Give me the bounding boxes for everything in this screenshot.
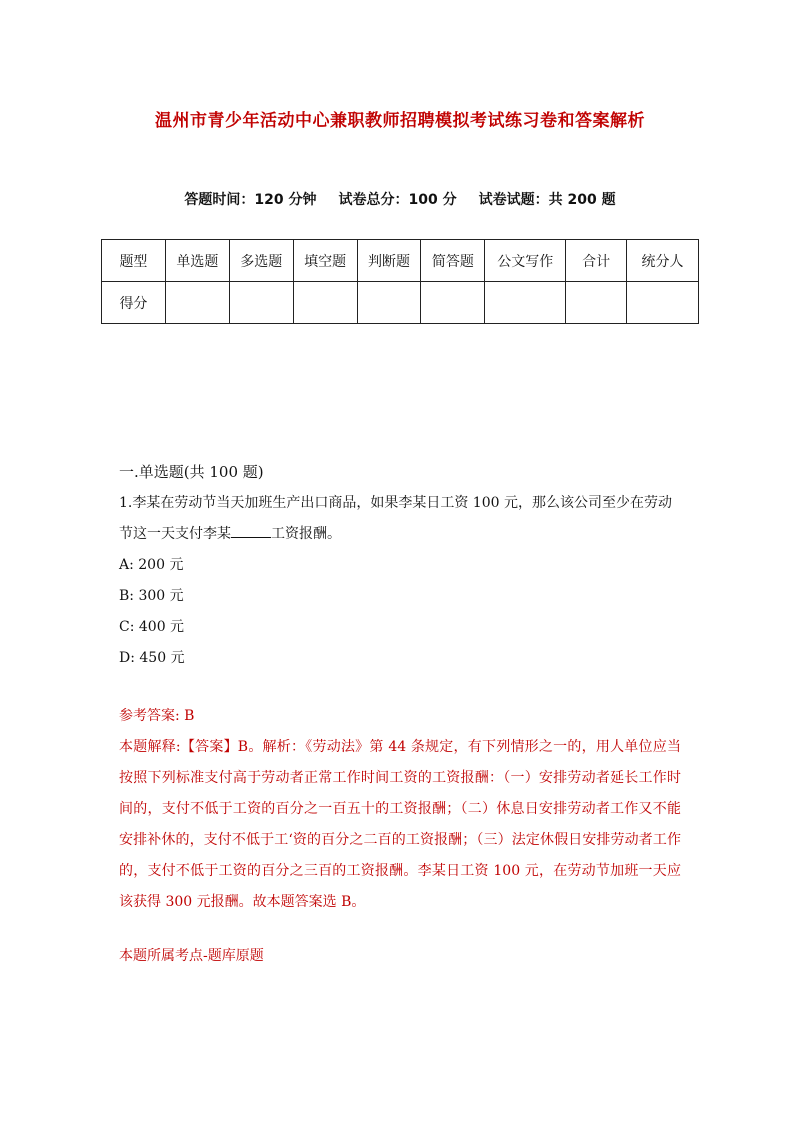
exam-meta xyxy=(0,189,800,209)
score-cell xyxy=(165,282,229,324)
header-cell: 题型 xyxy=(102,240,166,282)
question-text xyxy=(119,488,681,550)
page-title: 温州市青少年活动中心兼职教师招聘模拟考试练习卷和答案解析 xyxy=(155,111,645,131)
option-b: B: 300 元 xyxy=(119,588,184,604)
exam-total-score: 试卷总分：100 分 xyxy=(338,192,457,208)
header-cell: 判断题 xyxy=(357,240,421,282)
knowledge-point: 本题所属考点-题库原题 xyxy=(119,948,264,964)
option-c: C: 400 元 xyxy=(119,619,185,635)
score-table-header-row xyxy=(102,240,699,282)
question-text-before: 1.李某在劳动节当天加班生产出口商品，如果李某日工资 100 元，那么该公司至少在劳动节这一天支付李某 xyxy=(119,495,672,542)
answer-blank xyxy=(231,523,271,538)
score-table xyxy=(101,239,699,324)
header-cell: 公文写作 xyxy=(485,240,566,282)
score-cell xyxy=(357,282,421,324)
exam-time: 答题时间：120 分钟 xyxy=(184,192,317,208)
exam-question-count: 试卷试题：共 200 题 xyxy=(478,192,616,208)
header-cell: 合计 xyxy=(566,240,627,282)
answer-explanation: 本题解释:【答案】B。解析：《劳动法》第 44 条规定，有下列情形之一的，用人单位应当按照下列标准支付高于劳动者正常工作时间工资的工资报酬：（一）安排劳动者延长工作时间的，支付不低于工资的百分之一百五十的工资报酬；（二）休息日安排劳动者工作又不能安排补休的，支付不低于工‘资的百分之二百的工资报酬；（三）法定休假日安排劳动者工作的，支付不低于工资的百分之三百的工资报酬。李某日工资 100 元，在劳动节加班一天应该获得 300 元报酬。故本题答案选 B。 xyxy=(119,739,681,910)
header-cell: 单选题 xyxy=(165,240,229,282)
option-d: D: 450 元 xyxy=(119,650,185,666)
score-cell xyxy=(293,282,357,324)
header-cell: 填空题 xyxy=(293,240,357,282)
row-label-cell: 得分 xyxy=(102,282,166,324)
score-cell xyxy=(421,282,485,324)
score-cell xyxy=(627,282,699,324)
reference-answer: 参考答案: B xyxy=(119,708,195,724)
header-cell: 多选题 xyxy=(229,240,293,282)
score-cell xyxy=(485,282,566,324)
score-cell xyxy=(229,282,293,324)
exam-content xyxy=(119,457,681,972)
section-title: 一.单选题(共 100 题) xyxy=(119,463,264,481)
score-table-score-row xyxy=(102,282,699,324)
option-a: A: 200 元 xyxy=(119,557,184,573)
score-cell xyxy=(566,282,627,324)
header-cell: 统分人 xyxy=(627,240,699,282)
question-text-after: 工资报酬。 xyxy=(271,526,341,542)
header-cell: 简答题 xyxy=(421,240,485,282)
